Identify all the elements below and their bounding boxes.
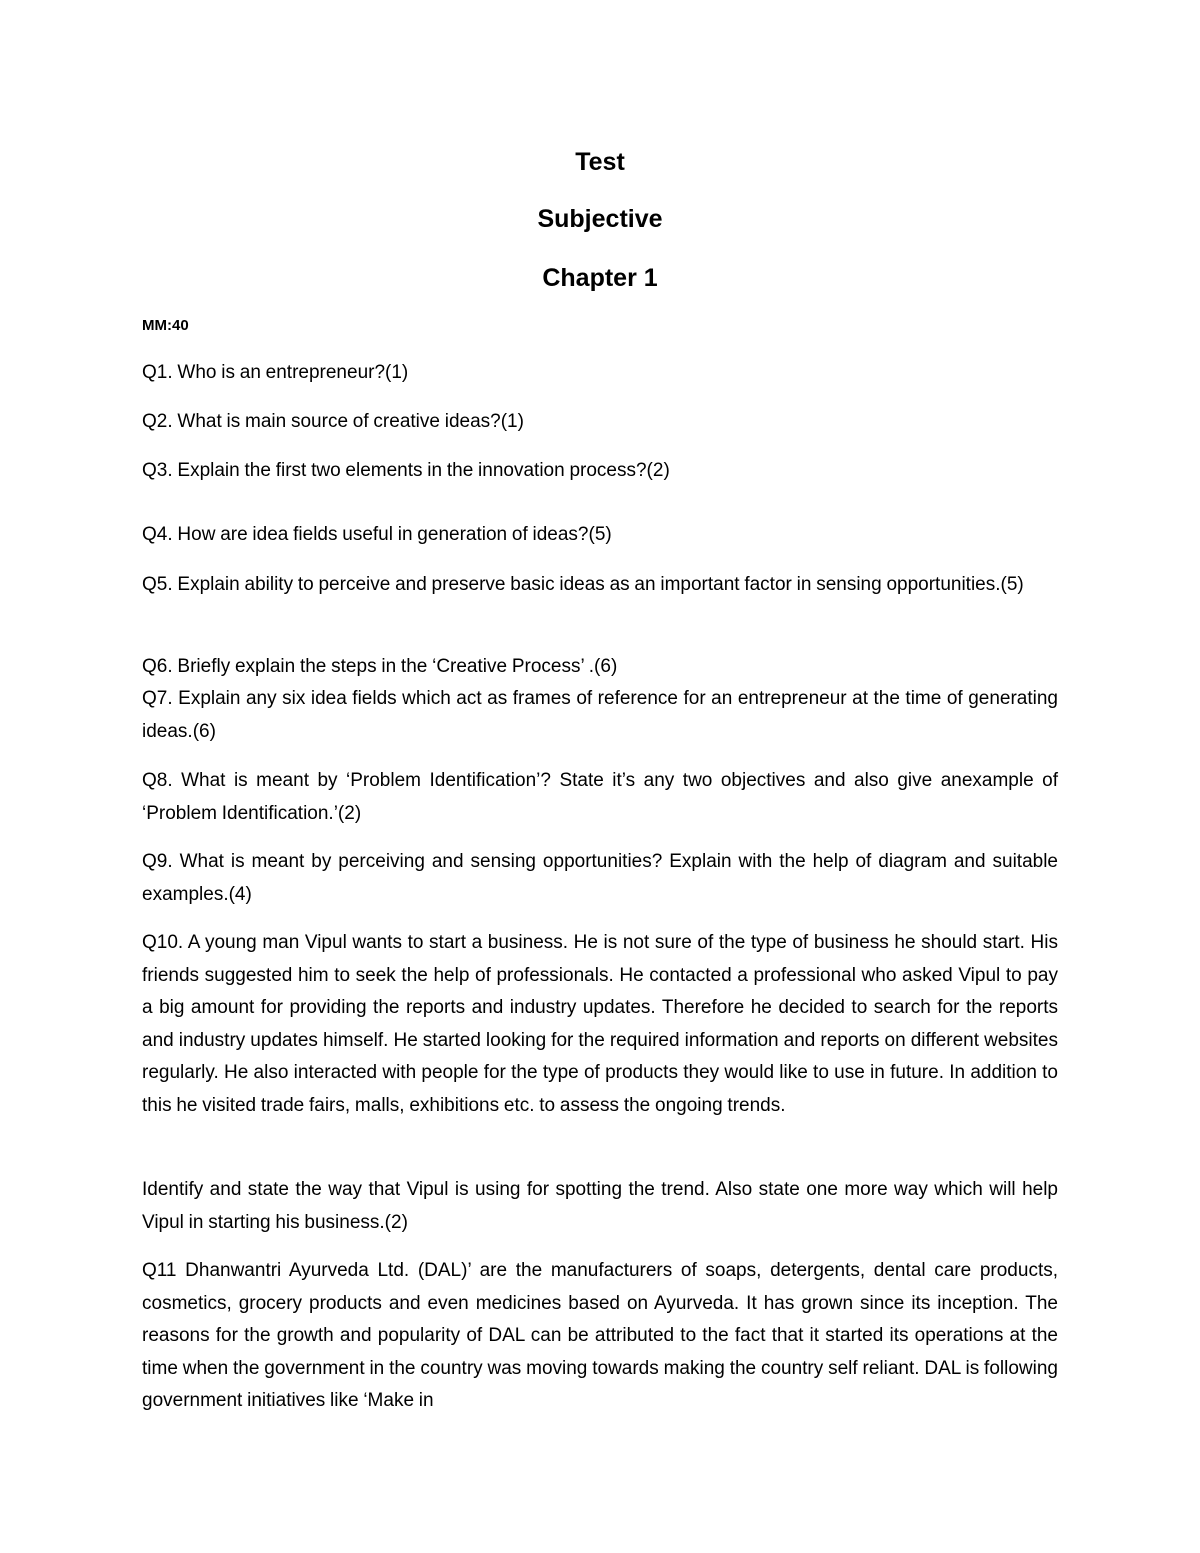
question-1: Q1. Who is an entrepreneur?(1)	[142, 362, 409, 383]
question-8: Q8. What is meant by ‘Problem Identification’? State it’s any two objectives and also give anexample of ‘Problem Identification.’(2)	[142, 770, 1058, 824]
question-10-case: Q10. A young man Vipul wants to start a business. He is not sure of the type of business he should start. His friends suggested him to seek the help of professionals. He contacted a professional who asked Vipul to pay a big amount for providing the reports and industry updates. Therefore he decided to search for the reports and industry updates himself. He started looking for the required information and reports on different websites regularly. He also interacted with people for the type of products they would like to use in future. In addition to this he visited trade fairs, malls, exhibitions etc. to assess the ongoing trends.	[142, 932, 1058, 1116]
question-4: Q4. How are idea fields useful in generation of ideas?(5)	[142, 524, 612, 545]
document-subtitle: Subjective	[537, 205, 663, 233]
question-5: Q5. Explain ability to perceive and preserve basic ideas as an important factor in sensing opportunities.(5)	[142, 574, 1024, 595]
question-11-case: Q11 Dhanwantri Ayurveda Ltd. (DAL)’ are the manufacturers of soaps, detergents, dental care products, cosmetics, grocery products and even medicines based on Ayurveda. It has grown since its inception. The reasons for the growth and popularity of DAL can be attributed to the fact that it started its operations at the time when the government in the country was moving towards making the country self reliant. DAL is following government initiatives like ‘Make in	[142, 1260, 1058, 1411]
document-page	[142, 0, 1058, 1553]
question-3: Q3. Explain the first two elements in the innovation process?(2)	[142, 460, 670, 481]
question-2: Q2. What is main source of creative ideas?(1)	[142, 411, 524, 432]
document-title: Test	[575, 148, 625, 176]
chapter-heading: Chapter 1	[542, 264, 658, 292]
question-9: Q9. What is meant by perceiving and sensing opportunities? Explain with the help of diagram and suitable examples.(4)	[142, 851, 1058, 905]
question-7: Q7. Explain any six idea fields which act as frames of reference for an entrepreneur at the time of generating ideas.(6)	[142, 688, 1058, 742]
question-6: Q6. Briefly explain the steps in the ‘Creative Process’ .(6)	[142, 656, 618, 677]
question-10-prompt: Identify and state the way that Vipul is using for spotting the trend. Also state one more way which will help Vipul in starting his business.(2)	[142, 1179, 1058, 1233]
max-marks: MM:40	[142, 317, 189, 334]
